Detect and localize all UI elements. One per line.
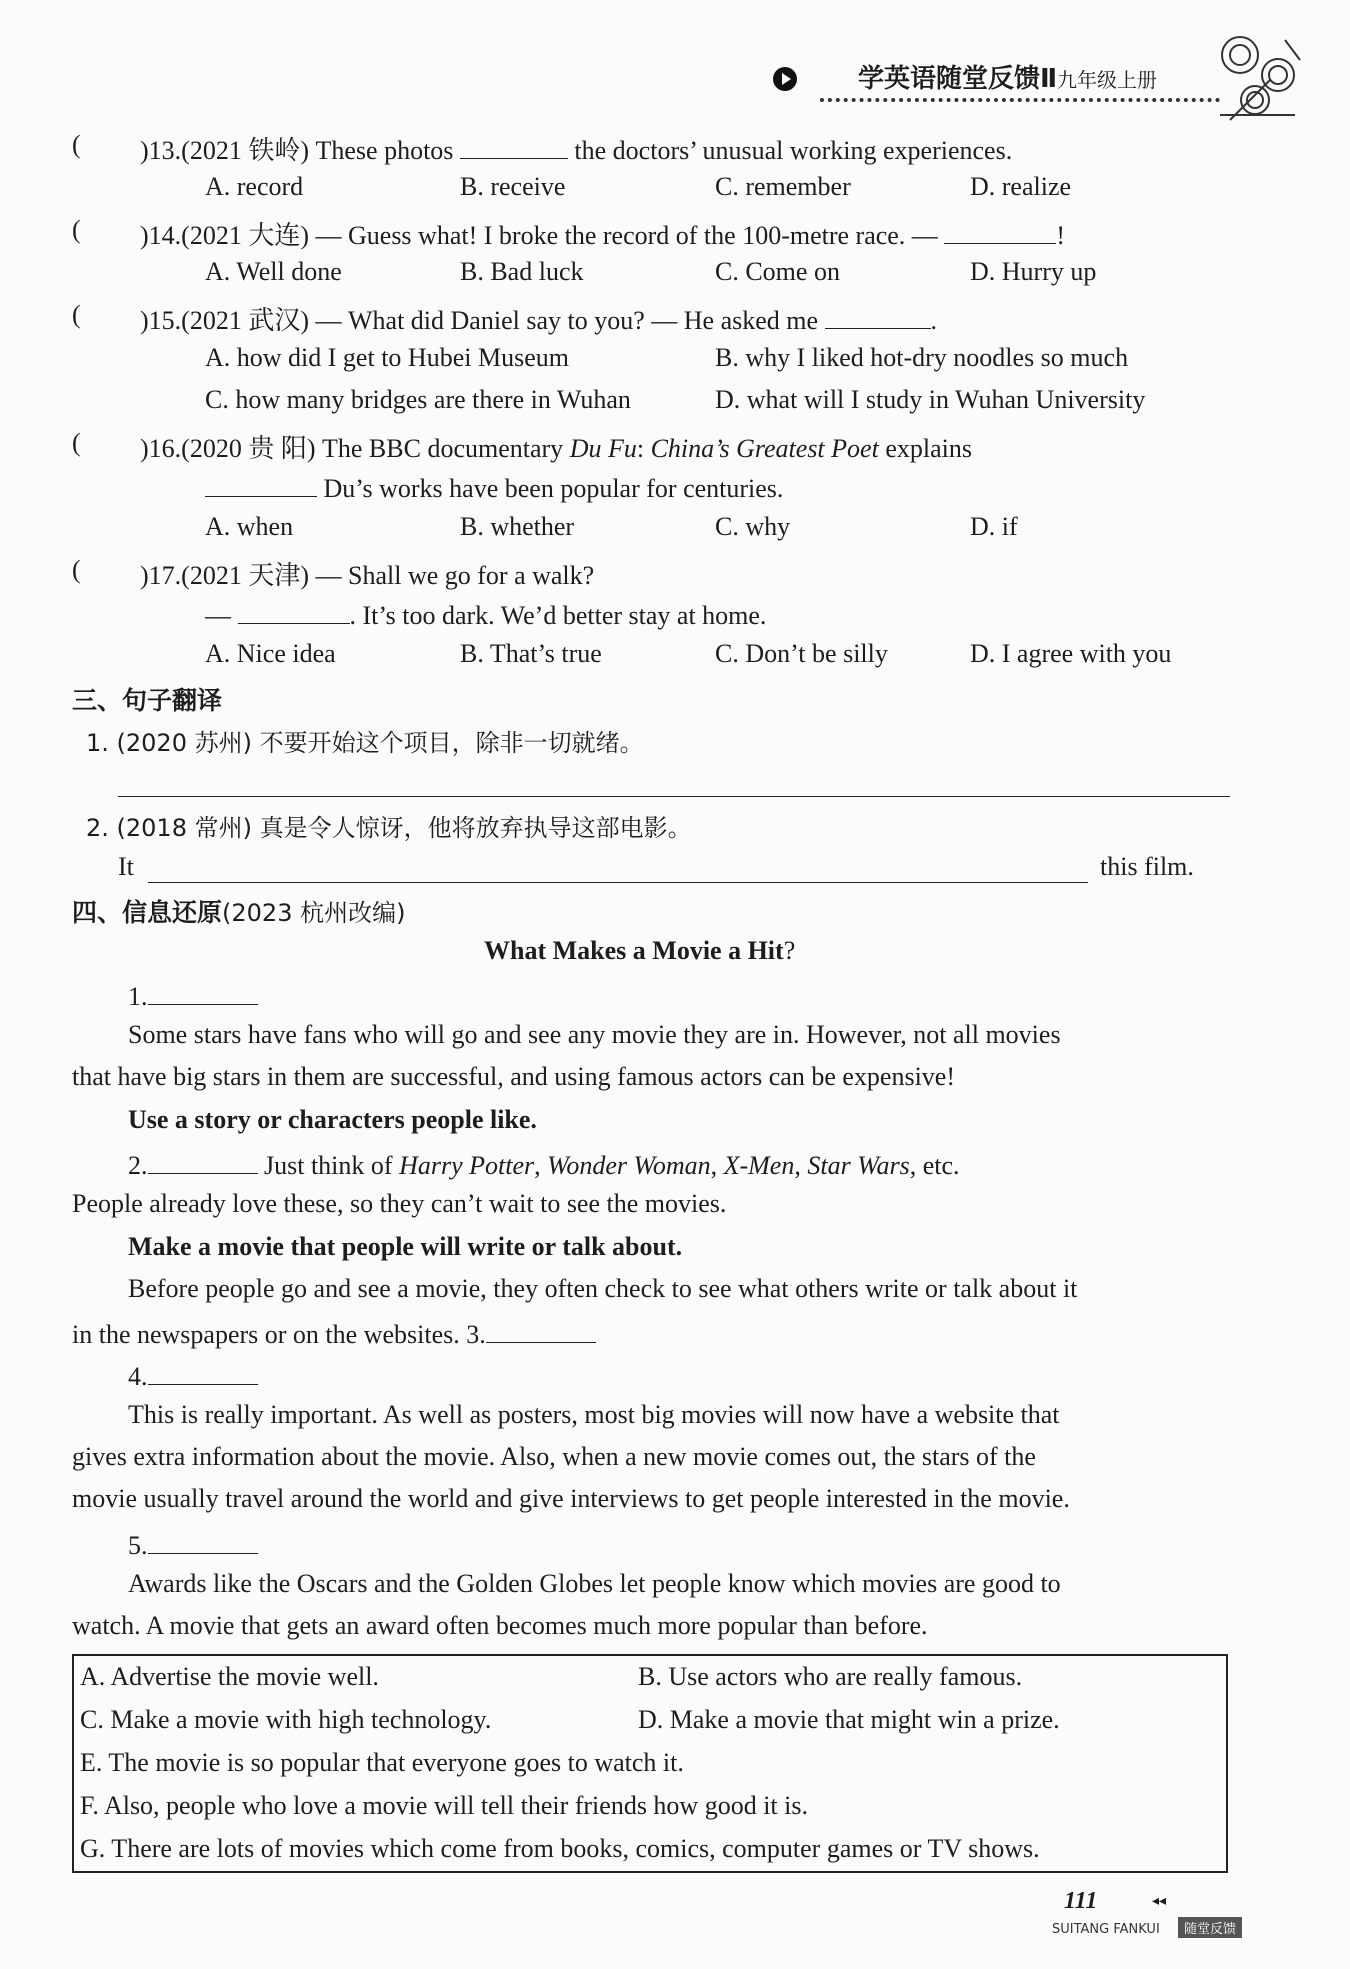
option-b: B. receive: [460, 172, 566, 201]
option-e: E. The movie is so popular that everyone goes to watch it.: [80, 1748, 684, 1777]
blank-number-2: 2.: [128, 1151, 148, 1180]
option-a: A. Well done: [205, 257, 342, 286]
question-number: )16.: [140, 434, 182, 463]
question-source: (2021 铁岭): [181, 136, 309, 165]
subheading-2: Use a story or characters people like.: [128, 1105, 537, 1134]
paragraph-2-end: , etc.: [909, 1151, 960, 1180]
options-box: [72, 1654, 1228, 1873]
answer-paren: (: [72, 130, 81, 159]
option-f: F. Also, people who love a movie will tell their friends how good it is.: [80, 1791, 808, 1820]
flower-doodle-icon: [1200, 20, 1310, 130]
question-verb: explains: [885, 434, 972, 463]
header-dots: [820, 98, 1220, 102]
blank-number-3: 3.: [466, 1320, 486, 1349]
option-b: B. whether: [460, 512, 575, 541]
passage-title: What Makes a Movie a Hit: [484, 936, 784, 965]
answer-blank[interactable]: [825, 302, 931, 329]
option-d: D. Hurry up: [970, 257, 1097, 286]
option-c: C. remember: [715, 172, 851, 201]
play-circle-icon: [772, 66, 798, 92]
question-number: )17.: [140, 561, 182, 590]
option-g: G. There are lots of movies which come from books, comics, computer games or TV shows.: [80, 1834, 1040, 1863]
translation-suffix: this film.: [1100, 852, 1194, 881]
question-stem-end: !: [1056, 221, 1065, 250]
question-stem-end: .: [930, 306, 938, 335]
answer-paren: (: [72, 300, 81, 329]
option-d: D. what will I study in Wuhan University: [715, 385, 1146, 414]
blank-number-1: 1.: [128, 982, 148, 1011]
paragraph-1: Some stars have fans who will go and see any movie they are in. However, not all movies: [128, 1020, 1061, 1049]
option-c: C. Make a movie with high technology.: [80, 1705, 492, 1734]
dash: —: [205, 601, 231, 630]
paragraph-4-line-2: gives extra information about the movie. Also, when a new movie comes out, the stars of the: [72, 1442, 1036, 1471]
answer-paren: (: [72, 428, 81, 457]
book-title: 学英语随堂反馈Ⅱ: [858, 64, 1058, 94]
book-grade: 九年级上册: [1057, 68, 1157, 92]
answer-blank-2[interactable]: [148, 1147, 258, 1174]
question-source: (2020 贵 阳): [181, 434, 316, 463]
option-a: A. Advertise the movie well.: [80, 1662, 379, 1691]
paragraph-4-line-3: movie usually travel around the world and give interviews to get people interested in the movie.: [72, 1484, 1070, 1513]
paragraph-1-line-2: that have big stars in them are successful, and using famous actors can be expensive!: [72, 1062, 955, 1091]
title-wonder-woman: Wonder Woman: [547, 1151, 711, 1180]
paragraph-4: This is really important. As well as posters, most big movies will now have a website that: [128, 1400, 1060, 1429]
question-line-2: Du’s works have been popular for centuries.: [323, 474, 784, 503]
title-x-men: X-Men: [723, 1151, 795, 1180]
title-mark: ?: [783, 936, 796, 965]
documentary-title-b: China’s Greatest Poet: [650, 434, 879, 463]
paragraph-3: Before people go and see a movie, they often check to see what others write or talk about it: [128, 1274, 1078, 1303]
paragraph-5: Awards like the Oscars and the Golden Globes let people know which movies are good to: [128, 1569, 1061, 1598]
answer-blank[interactable]: [238, 597, 350, 624]
paragraph-2-line-2: People already love these, so they can’t wait to see the movies.: [72, 1189, 727, 1218]
answer-blank-4[interactable]: [148, 1358, 258, 1385]
option-a: A. record: [205, 172, 304, 201]
question-number: )15.: [140, 306, 182, 335]
question-stem: These photos: [315, 136, 454, 165]
title-harry-potter: Harry Potter: [399, 1151, 535, 1180]
question-source: (2021 天津): [181, 561, 309, 590]
brand-badge: 随堂反馈: [1178, 1917, 1242, 1938]
question-number: )13.: [140, 136, 182, 165]
question-source: (2021 武汉): [181, 306, 309, 335]
answer-line-1[interactable]: [118, 796, 1230, 797]
documentary-title-a: Du Fu: [569, 434, 637, 463]
question-number: )14.: [140, 221, 182, 250]
answer-blank-1[interactable]: [148, 978, 258, 1005]
title-colon: :: [636, 434, 645, 463]
option-a: A. Nice idea: [205, 639, 336, 668]
option-c: C. Don’t be silly: [715, 639, 888, 668]
answer-blank[interactable]: [205, 470, 317, 497]
paragraph-2-start: Just think of: [264, 1151, 393, 1180]
answer-line-2[interactable]: [148, 882, 1088, 883]
subheading-3: Make a movie that people will write or talk about.: [128, 1232, 683, 1261]
option-d: D. if: [970, 512, 1018, 541]
option-a: A. when: [205, 512, 294, 541]
answer-paren: (: [72, 555, 81, 584]
answer-blank-5[interactable]: [148, 1527, 258, 1554]
option-d: D. Make a movie that might win a prize.: [638, 1705, 1060, 1734]
question-stem: The BBC documentary: [322, 434, 564, 463]
question-source: (2021 大连): [181, 221, 309, 250]
option-d: D. realize: [970, 172, 1072, 201]
option-a: A. how did I get to Hubei Museum: [205, 343, 569, 372]
option-b: B. Use actors who are really famous.: [638, 1662, 1023, 1691]
question-stem-end: the doctors’ unusual working experiences.: [574, 136, 1013, 165]
page-number: 111: [1064, 1888, 1098, 1914]
option-d: D. I agree with you: [970, 639, 1172, 668]
question-stem: — Shall we go for a walk?: [315, 561, 595, 590]
question-stem: — Guess what! I broke the record of the 100-metre race. —: [315, 221, 938, 250]
option-c: C. how many bridges are there in Wuhan: [205, 385, 631, 414]
section-heading: 四、信息还原: [72, 898, 223, 927]
answer-blank[interactable]: [460, 132, 568, 159]
option-c: C. why: [715, 512, 791, 541]
paragraph-3-line-2: in the newspapers or on the websites.: [72, 1320, 460, 1349]
answer-blank-3[interactable]: [486, 1316, 596, 1343]
paragraph-5-line-2: watch. A movie that gets an award often becomes much more popular than before.: [72, 1611, 928, 1640]
brand-english: SUITANG FANKUI: [1052, 1922, 1160, 1937]
section-heading: 三、句子翻译: [72, 686, 223, 715]
translation-item-1: 1. (2020 苏州) 不要开始这个项目，除非一切就绪。: [86, 729, 644, 757]
arrows-icon: ◂◂: [1152, 1893, 1167, 1909]
option-b: B. That’s true: [460, 639, 602, 668]
blank-number-4: 4.: [128, 1362, 148, 1391]
question-stem: — What did Daniel say to you? — He asked me: [315, 306, 819, 335]
answer-blank[interactable]: [944, 217, 1056, 244]
translation-item-2: 2. (2018 常州) 真是令人惊讶，他将放弃执导这部电影。: [86, 814, 692, 842]
option-b: B. why I liked hot-dry noodles so much: [715, 343, 1129, 372]
blank-number-5: 5.: [128, 1531, 148, 1560]
answer-paren: (: [72, 215, 81, 244]
title-star-wars: Star Wars: [807, 1151, 910, 1180]
translation-prefix: It: [118, 852, 134, 881]
question-line-2: . It’s too dark. We’d better stay at home.: [349, 601, 767, 630]
option-c: C. Come on: [715, 257, 840, 286]
section-source: (2023 杭州改编): [222, 899, 406, 927]
option-b: B. Bad luck: [460, 257, 584, 286]
